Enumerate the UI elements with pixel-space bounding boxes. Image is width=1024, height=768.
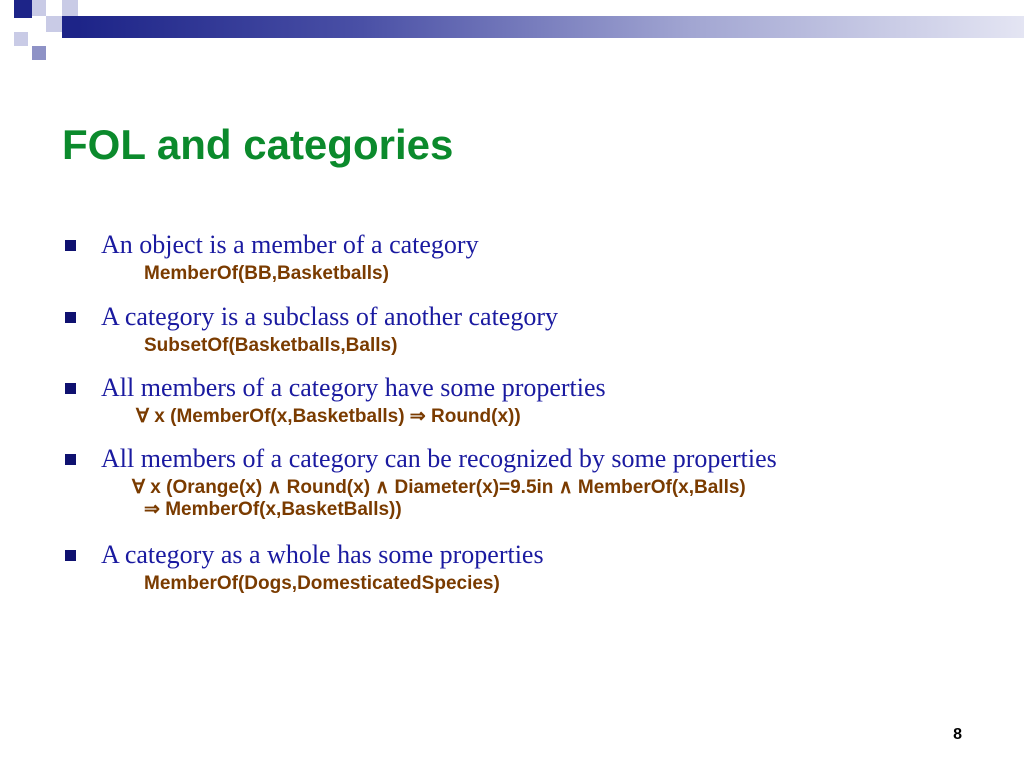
deco-square bbox=[32, 0, 46, 16]
bullet-square-icon bbox=[65, 240, 76, 251]
formula-text: ∀ x (Orange(x) ∧ Round(x) ∧ Diameter(x)=9.5in ∧ MemberOf(x,Balls) bbox=[132, 477, 746, 498]
formula-text: MemberOf(BB,Basketballs) bbox=[144, 263, 389, 284]
list-item bbox=[62, 302, 1002, 373]
deco-square bbox=[62, 16, 78, 38]
deco-square bbox=[14, 0, 32, 18]
formula-text: ∀ x (MemberOf(x,Basketballs) ⇒ Round(x)) bbox=[136, 406, 521, 427]
bullet-text: A category is a subclass of another category bbox=[101, 302, 559, 331]
formula-continuation: ⇒ MemberOf(x,BasketBalls)) bbox=[144, 499, 402, 520]
formula-text: SubsetOf(Basketballs,Balls) bbox=[144, 335, 398, 356]
list-item bbox=[62, 540, 1002, 612]
list-item bbox=[62, 444, 1002, 540]
bullet-text: All members of a category have some properties bbox=[101, 373, 606, 402]
slide-title: FOL and categories bbox=[62, 121, 454, 168]
bullet-text: All members of a category can be recognized by some properties bbox=[101, 444, 777, 473]
deco-square bbox=[62, 0, 78, 16]
bullet-square-icon bbox=[65, 550, 76, 561]
header-gradient-bar bbox=[78, 16, 1024, 38]
deco-square bbox=[32, 46, 46, 60]
list-item bbox=[62, 230, 1002, 302]
bullet-square-icon bbox=[65, 383, 76, 394]
page-number: 8 bbox=[953, 726, 962, 743]
bullet-square-icon bbox=[65, 454, 76, 465]
bullet-square-icon bbox=[65, 312, 76, 323]
deco-square bbox=[46, 16, 62, 32]
list-item bbox=[62, 373, 1002, 444]
bullet-text: A category as a whole has some properties bbox=[101, 540, 544, 569]
formula-text: MemberOf(Dogs,DomesticatedSpecies) bbox=[144, 573, 500, 594]
deco-square bbox=[14, 32, 28, 46]
bullet-text: An object is a member of a category bbox=[101, 230, 479, 259]
bullet-list bbox=[62, 230, 1002, 612]
